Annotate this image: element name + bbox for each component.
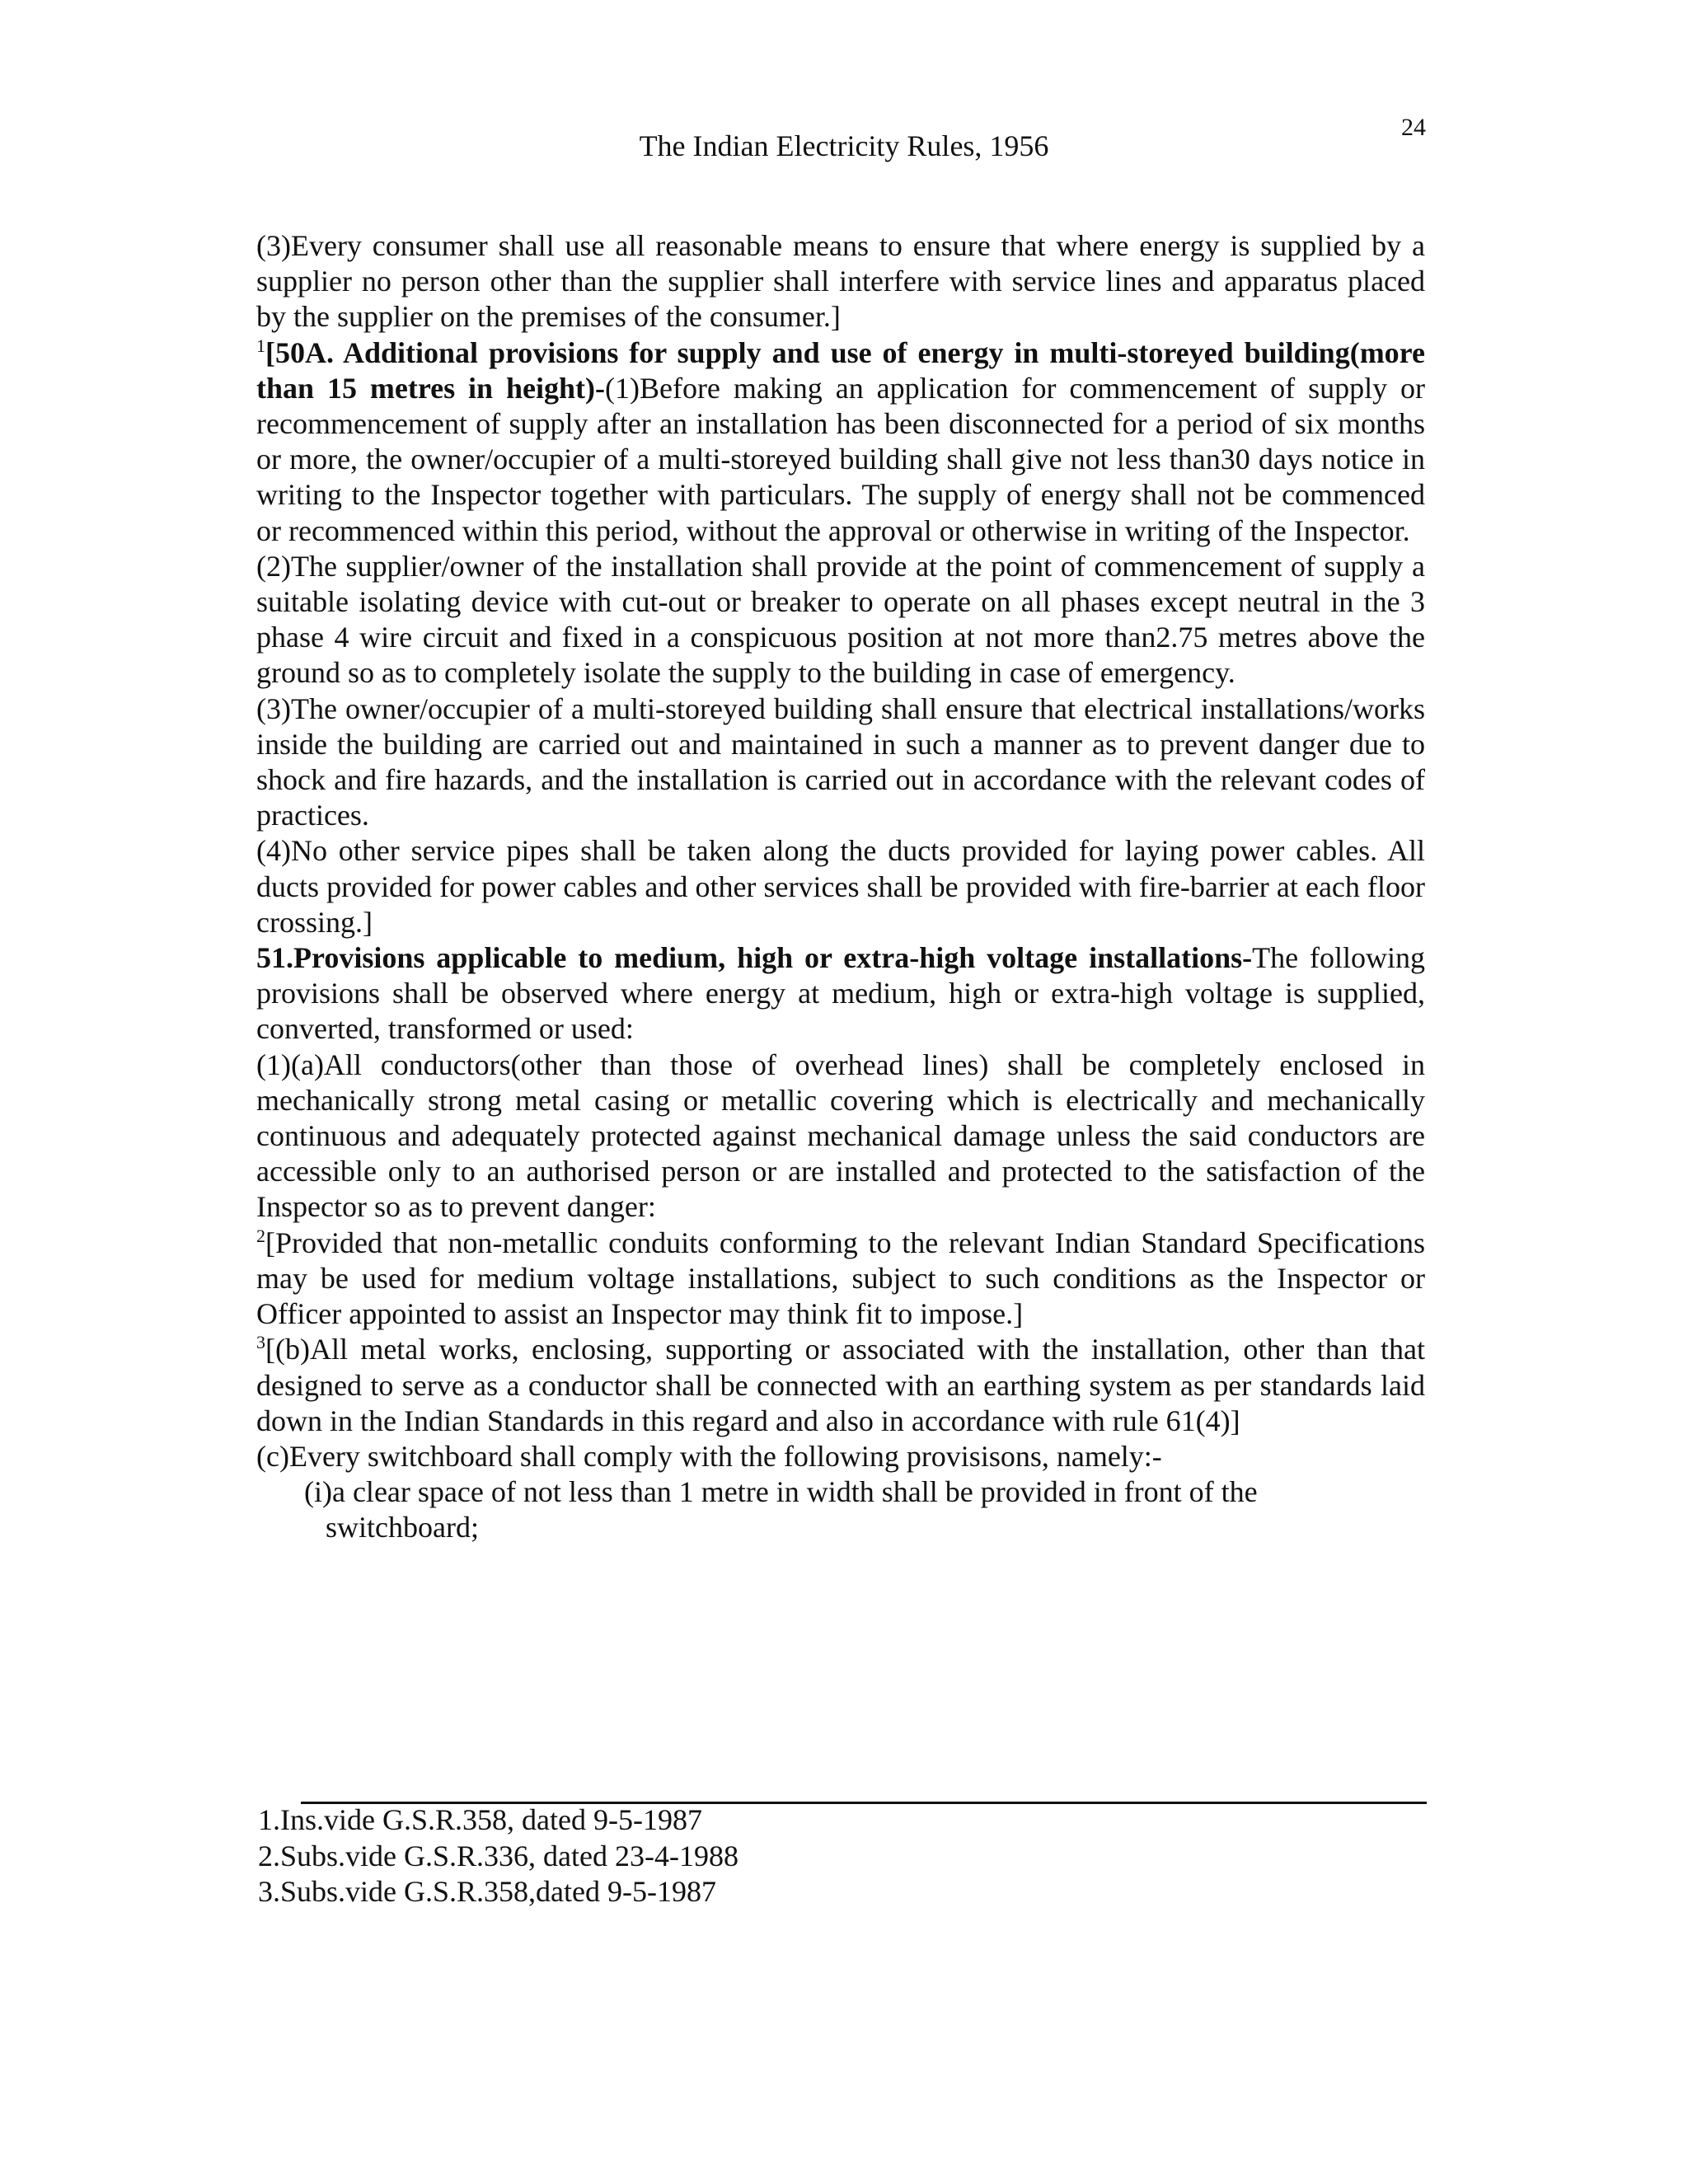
list-item-continuation: switchboard; (326, 1511, 479, 1544)
page-number: 24 (1401, 114, 1426, 141)
paragraph-text: [Provided that non-metallic conduits conforming to the relevant Indian Standard Specifications may be used for medium voltage installations, subject to such conditions as the Inspector or Officer appointed to assist an Inspector may think fit to impose.] (256, 1226, 1425, 1331)
section-heading-50a: [50A. Additional provisions for supply and use of energy in multi-storeyed building(more than 15 metres in height)- (256, 335, 1425, 405)
page-header-title: The Indian Electricity Rules, 1956 (639, 129, 1049, 162)
footnote-ref-3: 3 (256, 1332, 265, 1353)
footnote-ref-2: 2 (256, 1225, 265, 1246)
footnote-1: 1.Ins.vide G.S.R.358, dated 9-5-1987 (258, 1803, 702, 1836)
paragraph-rule-51 (256, 940, 1425, 1047)
paragraph-rule-51-1a: (1)(a)All conductors(other than those of overhead lines) shall be completely enclosed in mechanically strong metal casing or metallic covering which is electrically and mechanically continuous and adequately protected against mechanical damage unless the said conductors are accessible only to an authorised person or are installed and protected to the satisfaction of the Inspector so as to prevent danger: (256, 1047, 1425, 1224)
paragraph-rule-50a-4: (4)No other service pipes shall be taken along the ducts provided for laying power cables. All ducts provided for power cables and other services shall be provided with fire-barrier at each floor crossing.] (256, 834, 1425, 939)
footnote-2: 2.Subs.vide G.S.R.336, dated 23-4-1988 (258, 1839, 738, 1872)
paragraph-text: (1)Before making an application for commencement of supply or recommencement of supply after an installation has been disconnected for a period of six months or more, the owner/occupier of a multi-storeyed building shall give not less than30 days notice in writing to the Inspector together with particulars. The supply of energy shall not be commenced or recommenced within this period, without the approval or otherwise in writing of the Inspector. (256, 371, 1425, 547)
paragraph-rule-51-1c: (c)Every switchboard shall comply with the following provisisons, namely:- (256, 1439, 1162, 1473)
paragraph-text: The following provisions shall be observed where energy at medium, high or extra-high voltage is supplied, converted, transformed or used: (256, 941, 1425, 1046)
document-body (256, 228, 1425, 1546)
paragraph-rule-50a-3: (3)The owner/occupier of a multi-storeyed building shall ensure that electrical installations/works inside the building are carried out and maintained in such a manner as to prevent danger due to shock and fire hazards, and the installation is carried out in accordance with the relevant codes of practices. (256, 691, 1425, 832)
paragraph-rule-50a-2: (2)The supplier/owner of the installation shall provide at the point of commencement of supply a suitable isolating device with cut-out or breaker to operate on all phases except neutral in the 3 phase 4 wire circuit and fixed in a conspicuous position at not more than2.75 metres above the ground so as to completely isolate the supply to the building in case of emergency. (256, 549, 1425, 690)
paragraph-rule-50a-1 (256, 335, 1425, 549)
footnote-ref-1: 1 (256, 335, 265, 356)
paragraph-text: [(b)All metal works, enclosing, supporting or associated with the installation, other than that designed to serve as a conductor shall be connected with an earthing system as per standards laid down in the Indian Standards in this regard and also in accordance with rule 61(4)] (256, 1333, 1425, 1437)
footnotes (258, 1802, 1247, 1910)
paragraph-rule-51-1b (256, 1332, 1425, 1439)
list-item-switchboard-i (256, 1474, 1425, 1545)
list-item-text: (i)a clear space of not less than 1 metre in width shall be provided in front of the (304, 1475, 1258, 1509)
footnote-3: 3.Subs.vide G.S.R.358,dated 9-5-1987 (258, 1875, 716, 1908)
section-heading-51: 51.Provisions applicable to medium, high or extra-high voltage installations- (256, 941, 1253, 975)
paragraph-proviso (256, 1226, 1425, 1333)
paragraph-rule-50-3: (3)Every consumer shall use all reasonable means to ensure that where energy is supplied by a supplier no person other than the supplier shall interfere with service lines and apparatus placed by the supplier on the premises of the consumer.] (256, 229, 1425, 334)
